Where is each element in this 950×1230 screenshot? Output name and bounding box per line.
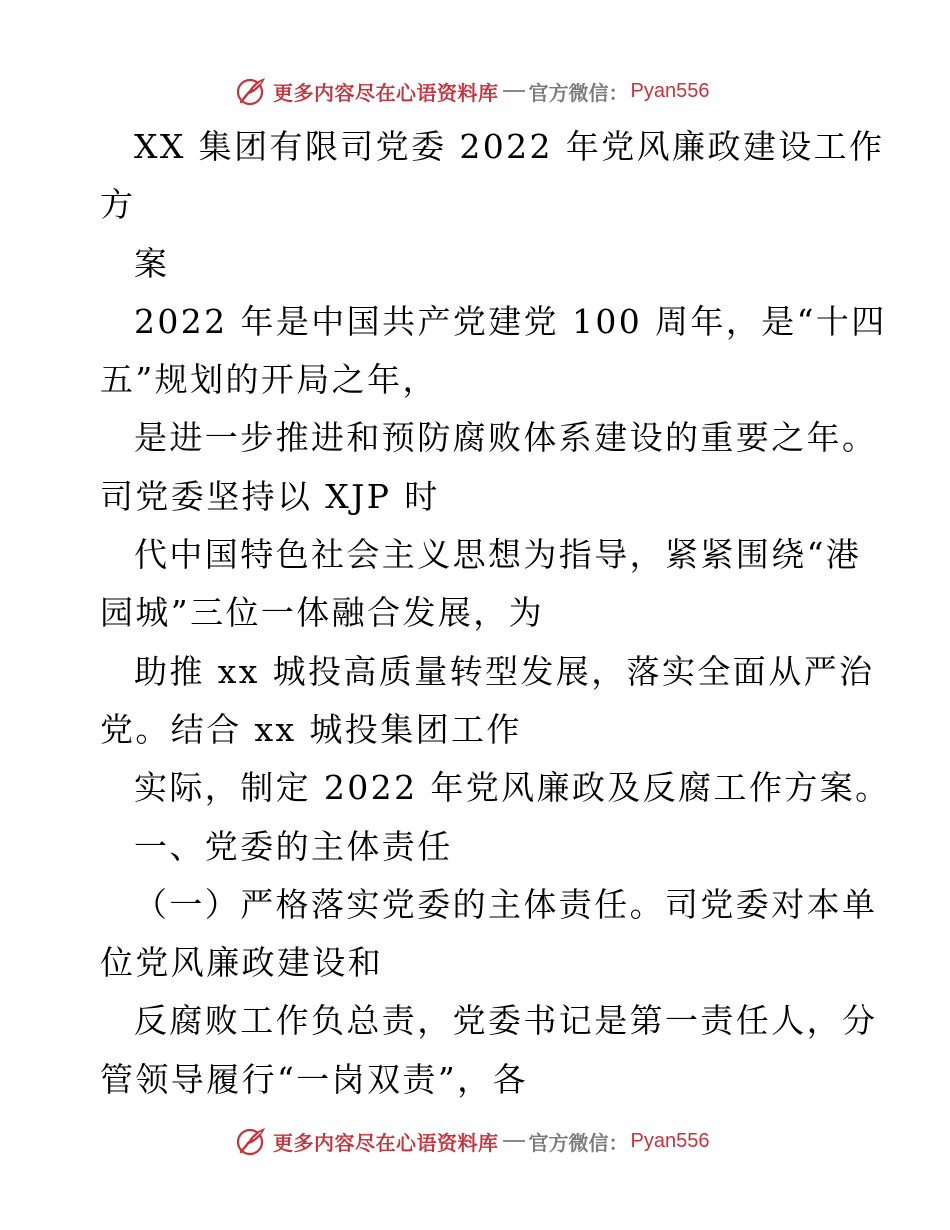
watermark-wechat-id: Pyan556 [630,1129,710,1152]
watermark-main-text: 更多内容尽在心语资料库 [273,80,499,105]
red-quill-logo-icon [235,1125,267,1157]
watermark-separator [503,1140,525,1142]
paragraph-line: 是进一步推进和预防腐败体系建设的重要之年。 [134,418,878,458]
header-watermark-banner [235,74,709,108]
paragraph-line: 2022 年是中国共产党建党 100 周年，是“十四 [134,301,887,341]
document-title-line-2: 方 [100,185,136,225]
footer-watermark-banner [235,1124,709,1158]
paragraph-line: 五”规划的开局之年， [100,360,438,400]
watermark-main-text: 更多内容尽在心语资料库 [273,1130,499,1155]
subsection-line: （一）严格落实党委的主体责任。司党委对本单 [134,884,878,924]
watermark-separator [503,90,525,92]
watermark-wechat-label: 官方微信： [528,1130,629,1155]
paragraph-line: 位党风廉政建设和 [100,943,384,983]
paragraph-line: 管领导履行“一岗双责”，各 [100,1059,528,1099]
document-title-line-3: 案 [134,243,170,283]
paragraph-line: 代中国特色社会主义思想为指导，紧紧围绕“港 [134,535,862,575]
paragraph-line: 反腐败工作负总责，党委书记是第一责任人，分 [134,1001,878,1041]
document-title-line-1: XX 集团有限司党委 2022 年党风廉政建设工作 [134,127,885,166]
section-heading: 一、党委的主体责任 [134,826,453,866]
watermark-wechat-id: Pyan556 [630,79,710,102]
paragraph-line: 司党委坚持以 XJP 时 [100,476,440,516]
paragraph-line: 党。结合 xx 城投集团工作 [100,709,522,749]
document-body [100,122,891,1113]
watermark-wechat-label: 官方微信： [528,80,629,105]
paragraph-line: 助推 xx 城投高质量转型发展，落实全面从严治 [134,651,875,691]
paragraph-line: 实际，制定 2022 年党风廉政及反腐工作方案。 [134,768,891,808]
paragraph-line: 园城”三位一体融合发展，为 [100,593,545,633]
red-quill-logo-icon [235,75,267,107]
